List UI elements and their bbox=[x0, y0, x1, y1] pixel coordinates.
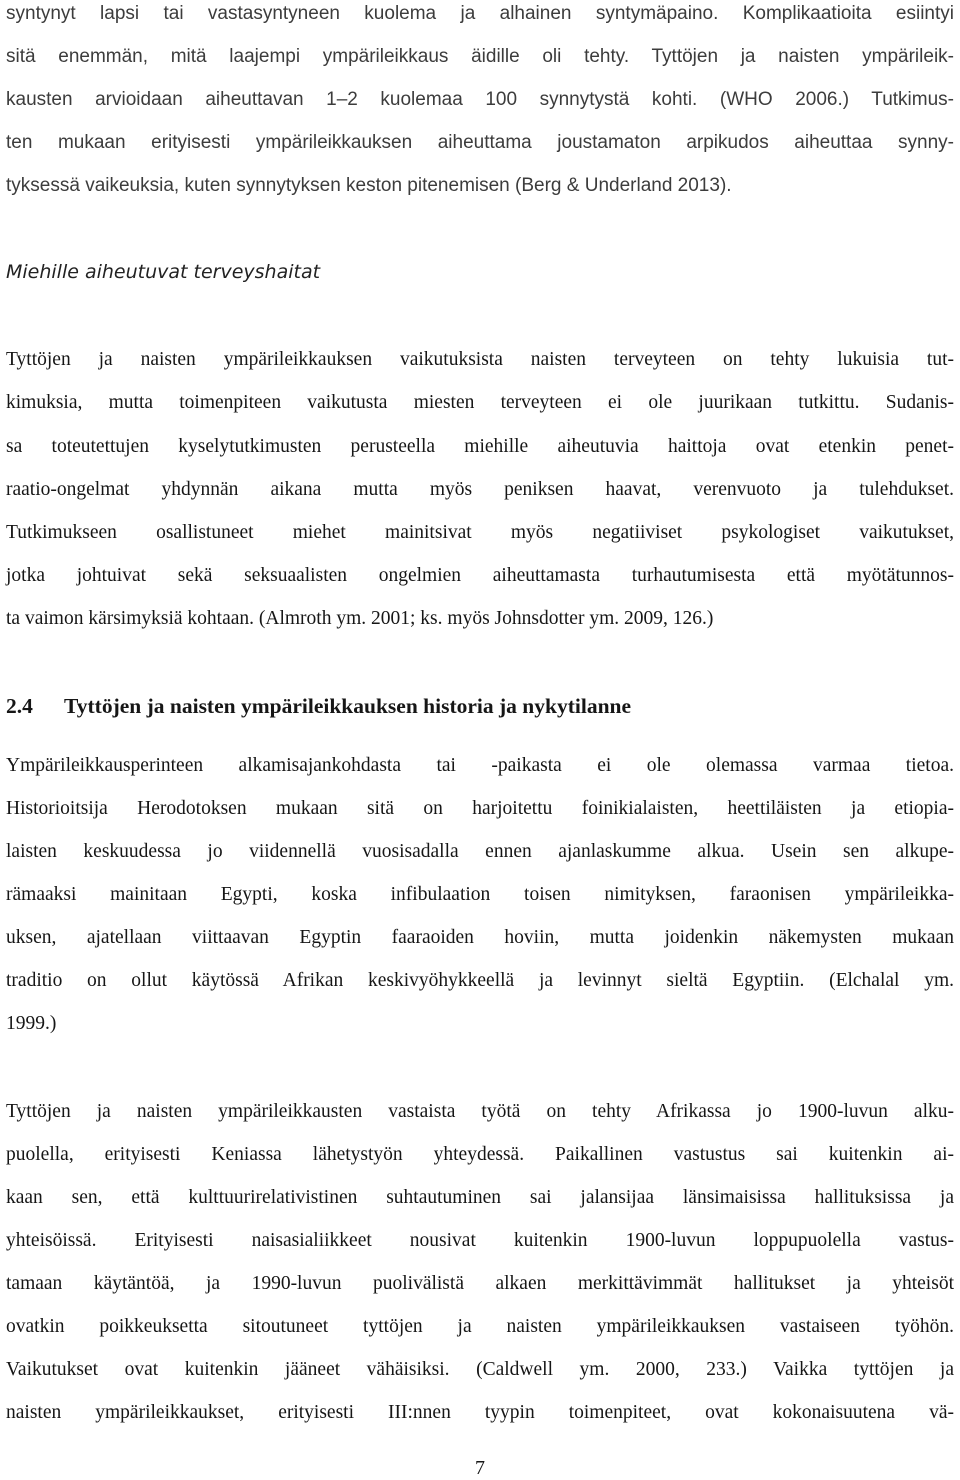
paragraph-line: syntynyt lapsi tai vastasyntyneen kuolema ja alhainen syntymäpaino. Komplikaatioita esiintyi bbox=[6, 3, 954, 24]
page-number: 7 bbox=[475, 1457, 485, 1479]
paragraph-line: tyksessä vaikeuksia, kuten synnytyksen keston pitenemisen (Berg & Underland 2013). bbox=[6, 175, 732, 196]
paragraph-line: uksen, ajatellaan viittaavan Egyptin faaraoiden hoviin, mutta joidenkin näkemysten mukaan bbox=[6, 927, 954, 948]
paragraph-line: kimuksia, mutta toimenpiteen vaikutusta miesten terveyteen ei ole juurikaan tutkittu. Sudanis- bbox=[6, 392, 954, 413]
paragraph-line: kaan sen, että kulttuurirelativistinen suhtautuminen sai jalansijaa länsimaisissa hallituksissa ja bbox=[6, 1187, 954, 1208]
paragraph-line: laisten keskuudessa jo viidennellä vuosisadalla ennen ajanlaskumme alkua. Usein sen alkupe- bbox=[6, 841, 954, 862]
paragraph-line: Ympärileikkausperinteen alkamisajankohdasta tai -paikasta ei ole olemassa varmaa tietoa. bbox=[6, 755, 954, 776]
paragraph-line: Historioitsija Herodotoksen mukaan sitä on harjoitettu foinikialaisten, heettiläisten ja etiopia- bbox=[6, 798, 954, 819]
paragraph-line: sitä enemmän, mitä laajempi ympärileikkaus äidille oli tehty. Tyttöjen ja naisten ympärileik- bbox=[6, 46, 954, 67]
paragraph-line: kausten arvioidaan aiheuttavan 1–2 kuolemaa 100 synnytystä kohti. (WHO 2006.) Tutkimus- bbox=[6, 89, 954, 110]
paragraph-line: yhteisöissä. Erityisesti naisasialiikkeet nousivat kuitenkin 1900-luvun loppupuolella vastus- bbox=[6, 1230, 954, 1251]
paragraph-line: ta vaimon kärsimyksiä kohtaan. (Almroth ym. 2001; ks. myös Johnsdotter ym. 2009, 126.) bbox=[6, 608, 714, 629]
paragraph-line: ten mukaan erityisesti ympärileikkauksen aiheuttama joustamaton arpikudos aiheuttaa synny- bbox=[6, 132, 954, 153]
paragraph-line: Tyttöjen ja naisten ympärileikkausten vastaista työtä on tehty Afrikassa jo 1900-luvun alku- bbox=[6, 1101, 954, 1122]
paragraph-line: sa toteutettujen kyselytutkimusten perusteella miehille aiheutuvia haittoja ovat etenkin penet- bbox=[6, 436, 954, 457]
section-heading bbox=[6, 693, 954, 719]
paragraph-line: raatio-ongelmat yhdynnän aikana mutta myös peniksen haavat, verenvuoto ja tulehdukset. bbox=[6, 479, 954, 500]
paragraph-line: traditio on ollut käytössä Afrikan keskivyöhykkeellä ja levinnyt sieltä Egyptiin. (Elchalal ym. bbox=[6, 970, 954, 991]
paragraph-line: puolella, erityisesti Keniassa lähetystyön yhteydessä. Paikallinen vastustus sai kuitenkin ai- bbox=[6, 1144, 954, 1165]
paragraph-line: Tyttöjen ja naisten ympärileikkauksen vaikutuksista naisten terveyteen on tehty lukuisia tut- bbox=[6, 349, 954, 370]
section-title: Tyttöjen ja naisten ympärileikkauksen historia ja nykytilanne bbox=[64, 694, 632, 718]
paragraph-line: ovatkin poikkeuksetta sitoutuneet tyttöjen ja naisten ympärileikkauksen vastaiseen työhön. bbox=[6, 1316, 954, 1337]
paragraph-line: rämaaksi mainitaan Egypti, koska infibulaation toisen nimityksen, faraonisen ympärileikka- bbox=[6, 884, 954, 905]
paragraph-line: naisten ympärileikkaukset, erityisesti III:nnen tyypin toimenpiteet, ovat kokonaisuutena vä- bbox=[6, 1402, 954, 1423]
paragraph-line: tamaan käytäntöä, ja 1990-luvun puolivälistä alkaen merkittävimmät hallitukset ja yhteisöt bbox=[6, 1273, 954, 1294]
paragraph-line: jotka johtuivat sekä seksuaalisten ongelmien aiheuttamasta turhautumisesta että myötätunnos- bbox=[6, 565, 954, 586]
section-number: 2.4 bbox=[6, 694, 33, 718]
paragraph-line: Tutkimukseen osallistuneet miehet mainitsivat myös negatiiviset psykologiset vaikutukset, bbox=[6, 522, 954, 543]
paragraph-line: Vaikutukset ovat kuitenkin jääneet vähäisiksi. (Caldwell ym. 2000, 233.) Vaikka tyttöjen ja bbox=[6, 1359, 954, 1380]
paragraph-line: 1999.) bbox=[6, 1013, 57, 1034]
subheading: Miehille aiheutuvat terveyshaitat bbox=[6, 261, 321, 283]
